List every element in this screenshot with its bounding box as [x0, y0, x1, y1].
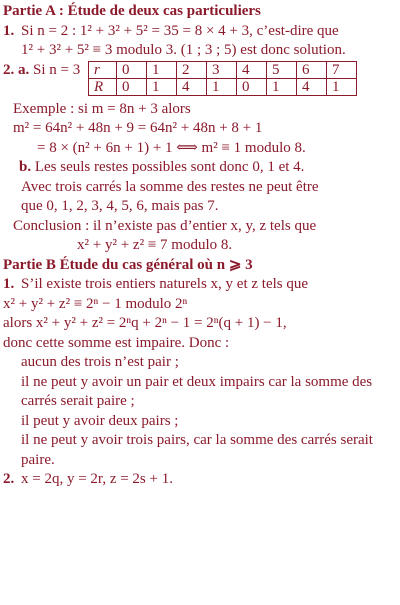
- table-cell: 4: [296, 78, 326, 95]
- bullet-dash: [3, 412, 21, 432]
- part-a-q2b: [3, 158, 397, 178]
- table-cell: 6: [296, 61, 326, 78]
- part-b-q1-line2: x² + y² + z² ≡ 2ⁿ − 1 modulo 2ⁿ: [3, 295, 188, 312]
- table-header-R: R: [88, 78, 116, 95]
- table-cell: 1: [266, 78, 296, 95]
- part-a-q1-line2: 1² + 3² + 5² ≡ 3 modulo 3. (1 ; 3 ; 5) est donc solution.: [21, 42, 346, 58]
- part-a-q1-line1: Si n = 2 : 1² + 3² + 5² = 35 = 8 × 4 + 3, c’est-dire que: [21, 22, 339, 39]
- example-line3: = 8 × (n² + 6n + 1) + 1 ⟺ m² ≡ 1 modulo 8.: [37, 139, 306, 156]
- conclusion-line2: x² + y² + z² ≡ 7 modulo 8.: [77, 237, 233, 253]
- remainder-table: [88, 61, 357, 96]
- table-cell: 0: [236, 78, 266, 95]
- list-item-text: il ne peut y avoir un pair et deux impairs car la somme des carrés serait paire ;: [21, 373, 373, 409]
- part-a-q2b-line2: Avec trois carrés la somme des restes ne peut être: [21, 178, 319, 195]
- table-cell: 0: [116, 61, 146, 78]
- table-row: [88, 78, 356, 95]
- table-row: [88, 61, 356, 78]
- part-b-title: Partie B Étude du cas général où n ⩾ 3: [3, 256, 253, 273]
- bullet-dash: [3, 353, 21, 373]
- part-b-q1-line1: S’il existe trois entiers naturels x, y et z tels que: [21, 276, 309, 292]
- part-b-q1-number: 1.: [3, 276, 15, 292]
- list-item-text: il peut y avoir deux pairs ;: [21, 412, 179, 429]
- part-b-q2-number: 2.: [3, 471, 15, 487]
- part-b-q1: [3, 275, 397, 295]
- table-cell: 1: [206, 78, 236, 95]
- list-item: [3, 373, 397, 412]
- list-item-text: aucun des trois n’est pair ;: [21, 354, 179, 370]
- table-cell: 3: [206, 61, 236, 78]
- bullet-dash: [3, 373, 21, 393]
- part-b-q2-text: x = 2q, y = 2r, z = 2s + 1.: [21, 471, 173, 487]
- table-header-r: r: [88, 61, 116, 78]
- part-a-q1: [3, 22, 397, 42]
- table-cell: 5: [266, 61, 296, 78]
- part-a-q2a: [3, 61, 397, 96]
- part-a-q2b-number: b.: [19, 159, 32, 175]
- table-cell: 0: [116, 78, 146, 95]
- bullet-dash: [3, 431, 21, 451]
- table-cell: 4: [236, 61, 266, 78]
- part-a-q1-number: 1.: [3, 22, 15, 39]
- table-cell: 1: [326, 78, 356, 95]
- example-line2: m² = 64n² + 48n + 9 = 64n² + 48n + 8 + 1: [13, 120, 263, 136]
- table-cell: 2: [176, 61, 206, 78]
- list-item: [3, 353, 397, 373]
- list-item-text: il ne peut y avoir trois pairs, car la somme des carrés serait paire.: [21, 432, 373, 468]
- part-a-q2a-number: 2. a.: [3, 61, 30, 78]
- table-cell: 7: [326, 61, 356, 78]
- part-b-q2: [3, 470, 397, 490]
- part-a-q2b-line1: Les seuls restes possibles sont donc 0, 1 et 4.: [34, 159, 305, 175]
- conclusion-line1: Conclusion : il n’existe pas d’entier x, y, z tels que: [13, 217, 317, 234]
- table-cell: 1: [146, 78, 176, 95]
- table-cell: 1: [146, 61, 176, 78]
- part-a-title: Partie A : Étude de deux cas particuliers: [3, 3, 261, 19]
- part-b-q1-line3: alors x² + y² + z² = 2ⁿq + 2ⁿ − 1 = 2ⁿ(q + 1) − 1,: [3, 315, 287, 331]
- list-item: [3, 431, 397, 470]
- part-b-q1-line4: donc cette somme est impaire. Donc :: [3, 334, 230, 351]
- example-line1: Exemple : si m = 8n + 3 alors: [13, 100, 191, 117]
- part-a-q2a-intro: Si n = 3: [33, 61, 81, 78]
- list-item: [3, 412, 397, 432]
- table-cell: 4: [176, 78, 206, 95]
- part-a-q2b-line3: que 0, 1, 2, 3, 4, 5, 6, mais pas 7.: [21, 198, 219, 214]
